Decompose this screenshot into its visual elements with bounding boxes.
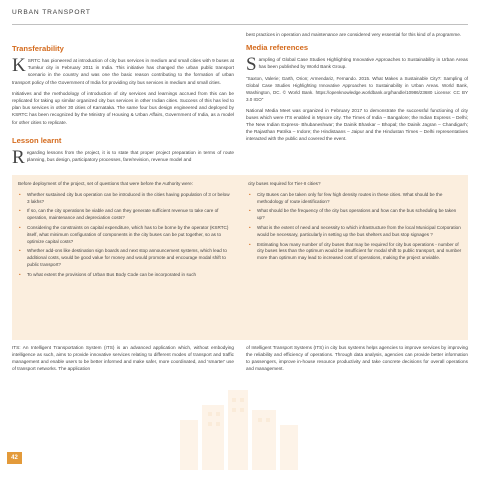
bullet-icon: • [249,224,251,230]
bullet-icon: • [19,271,21,277]
list-item: • Considering the constraints on capital expenditure, which has to be borne by the operator (KSRTC) itself, what minimum configuration of components in the city buses can be put together, so as to optimize capital costs? [19,224,229,244]
list-item: • To what extent the provisions of Urban Bus Body Code can be incorporated in such [19,271,197,277]
questions-list-right [248,192,462,262]
questions-box [12,175,468,340]
its-right-column [246,345,468,377]
bullet-icon: • [19,224,21,230]
header-rule [12,24,468,25]
continuation-paragraph: best practices in operation and maintenance are considered very essential for this kind of a programme. [246,32,462,37]
page-number-badge: 42 [7,452,22,464]
media-paragraph-2: National Media Meet was organized in February 2017 to demonstrate the successful functioning of city buses which were ITS enabled in Mysore city. The Times of India – Bangalore; the Indian Express – Delhi; The New Indian Express- Bhubaneshwar; the Dainik Bhaskar – Bhopal; the Dainik Jagran – Chandigarh; the Rajasthan Patrika – Indore; the Hindistaans – Jaipur and the Hindustan Times – Delhi representatives interacted with the public and covered the event. [246,107,468,142]
bullet-icon: • [19,208,21,214]
transferability-paragraph-2: Initiatives and the methodology of introduction of city services and learnings accrued from this can be replicated for taking up similar organized city bus services in other Indian cities. Success of this has led to plan bus services in other 30 cities of Karnataka. The same four bus design engineered and deployed by KSRTC has been recognized by the Ministry of Housing & Urban Affairs, Government of India, as a model for other cities to replicate. [12,90,234,125]
list-item: • What should be the frequency of the city bus operations and how can the bus scheduling be taken up? [249,208,457,221]
bullet-icon: • [249,208,251,214]
questions-list-left [18,192,232,279]
lesson-heading: Lesson learnt [12,135,62,145]
transferability-heading: Transferability [12,44,64,53]
left-column [12,31,234,167]
list-item: • What is the extent of need and necessity to which infrastructure from the local Municipal Corporation would be necessary, particularly in setting up the bus shelters and bus stop signages ? [249,224,461,237]
media-paragraph-1: Sampling of Global Case Studies Highlighting Innovative Approaches to Sustainability in Urban Areas has been published by World Bank Group. [246,54,468,76]
lesson-paragraph: Regarding lessons from the project, it is to state that proper project preparation in terms of route planning, bus design, participatory processes, fare/revision, revenue model and [12,146,234,168]
bullet-icon: • [249,191,251,197]
transferability-paragraph-1: KSRTC has pioneered at introduction of city bus services in medium and small cities with 9 buses at Tumkur city in February 2011 in India. This initiative has changed the urban public transport scenario in the country and was one the basic reason contributing to the formation of urban transport policy of the Government of India for providing city bus services in medium and small cities. [12,55,234,85]
bullet-icon: • [19,191,21,197]
media-citation: "Saxton, Valerie; Garth, Orion; Armendariz, Fernando. 2015. What Makes a Sustainable City?: Sampling of Global Case Studies Highlighting Innovative Approaches to Sustainability in Urban Areas. World Bank, Washington, DC. © World Bank. https://openknowledge.worldbank.org/handle/10986/23680 License: CC BY 3.0 IGO" [246,75,468,102]
list-item: • If so, can the city operations be viable and can they generate sufficient revenue to take care of operation, maintenance and depreciation costs? [19,208,219,221]
questions-left [18,181,232,282]
list-item: • City Buses can be taken only for few high density routes in these cities. What should be the methodology of route identification? [249,191,443,204]
dropcap: S [246,54,257,76]
dropcap: R [12,146,25,168]
watermark-graphic [160,380,320,470]
running-header: URBAN TRANSPORT [12,9,91,16]
its-left-column [12,345,234,377]
its-paragraph-right: of Intelligent Transport Systems (ITS) in city bus systems helps agencies to improve services by improving the reliability and efficiency of operations. Through data analysis, agencies can provide better information to passengers, improve in-house resource productivity and take concrete decisions for overall operations and management. [246,345,468,371]
list-item: • Estimating how many number of city buses that may be required for city bus operations - number of city buses less than the optimum would be insufficient for modal shift to public transport, and number more than optimum may lead to increased cost of operations, making the project unviable. [249,241,462,261]
bullet-icon: • [19,248,21,254]
questions-right [248,181,462,265]
list-item: • Whether sustained city bus operation can be introduced in the cities having population of 3 or below 3 lakhs? [19,191,230,204]
dropcap: K [12,55,26,76]
bullet-icon: • [249,241,251,247]
list-item: • Whether add-ons like destination sign boards and next stop announcement systems, which lead to additional costs, would be good value for money and would promote and encourage modal shift to public transport? [19,248,227,267]
right-column [246,31,468,147]
questions-intro: Before deployment of the project, set of questions that were before the Authority were: [18,181,193,186]
media-heading: Media references [246,43,309,53]
questions-continuation: city buses required for Tier-II cities? [248,181,321,186]
its-paragraph-left: ITS: An Intelligent Transportation System (ITS) is an advanced application which, without embodying intelligence as such, aims to provide innovative services relating to different modes of transport and traffic management and enable users to be better informed and make safer, more coordinated, and 'smarter' use of transport networks. The application [12,345,234,371]
